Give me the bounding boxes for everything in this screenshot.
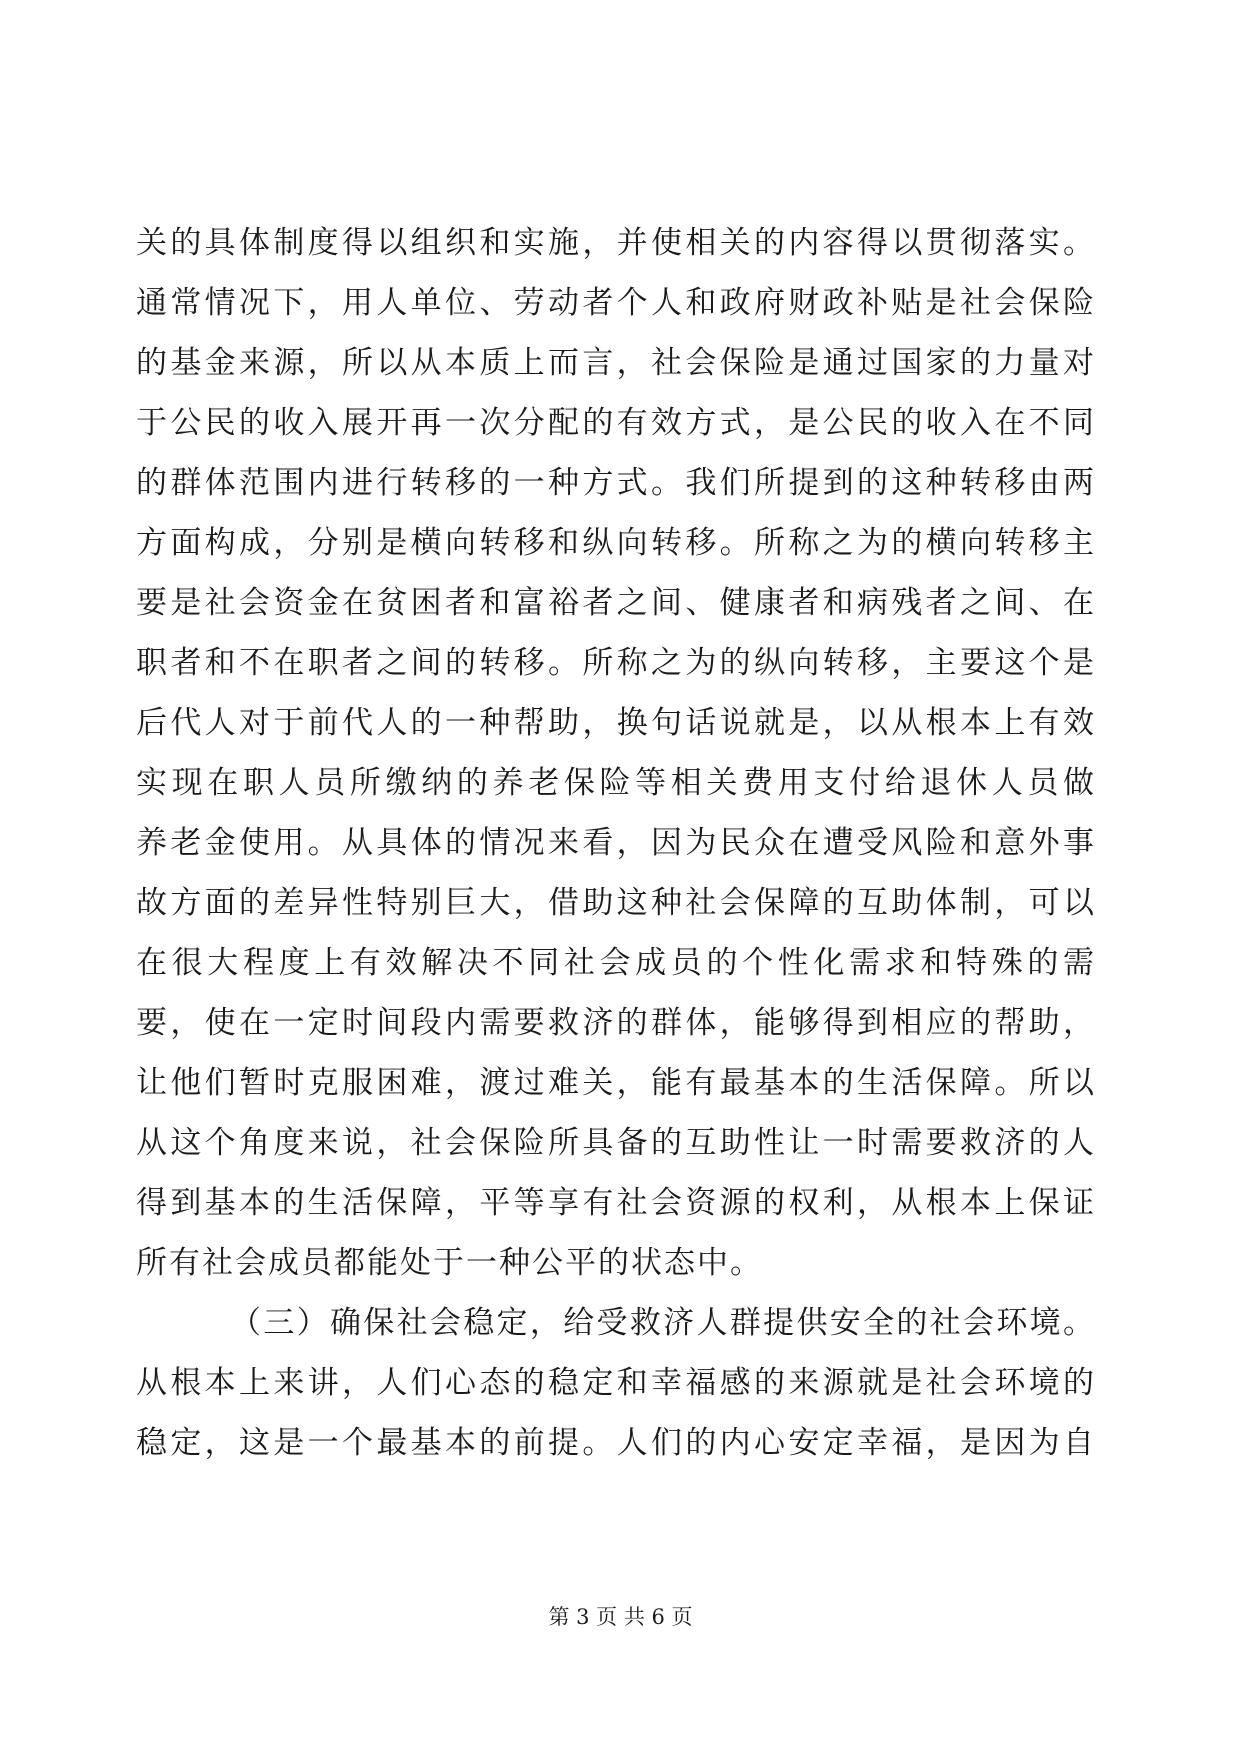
text-line-15: 让他们暂时克服困难，渡过难关，能有最基本的生活保障。所以 [136, 1065, 1096, 1101]
text-line-3: 的基金来源，所以从本质上而言，社会保险是通过国家的力量对 [136, 345, 1096, 381]
text-line-21: 稳定，这是一个最基本的前提。人们的内心安定幸福，是因为自 [136, 1425, 1096, 1461]
text-line-20: 从根本上来讲，人们心态的稳定和幸福感的来源就是社会环境的 [136, 1365, 1096, 1401]
text-line-10: 实现在职人员所缴纳的养老保险等相关费用支付给退休人员做 [136, 765, 1096, 801]
text-line-8: 职者和不在职者之间的转移。所称之为的纵向转移，主要这个是 [136, 645, 1096, 681]
text-line-11: 养老金使用。从具体的情况来看，因为民众在遭受风险和意外事 [136, 825, 1096, 861]
text-line-7: 要是社会资金在贫困者和富裕者之间、健康者和病残者之间、在 [136, 585, 1096, 621]
text-line-5: 的群体范围内进行转移的一种方式。我们所提到的这种转移由两 [136, 465, 1096, 501]
body-text [136, 213, 1096, 1473]
text-line-6: 方面构成，分别是横向转移和纵向转移。所称之为的横向转移主 [136, 525, 1096, 561]
text-line-1: 关的具体制度得以组织和实施，并使相关的内容得以贯彻落实。 [136, 225, 1096, 261]
text-line-16: 从这个角度来说，社会保险所具备的互助性让一时需要救济的人 [136, 1125, 1096, 1161]
page-number-footer: 第 3 页 共 6 页 [548, 1605, 693, 1629]
text-line-4: 于公民的收入展开再一次分配的有效方式，是公民的收入在不同 [136, 405, 1096, 441]
section-heading: （三）确保社会稳定，给受救济人群提供安全的社会环境。 [230, 1305, 1096, 1341]
text-line-12: 故方面的差异性特别巨大，借助这种社会保障的互助体制，可以 [136, 885, 1096, 921]
text-line-18: 所有社会成员都能处于一种公平的状态中。 [136, 1245, 763, 1281]
text-line-14: 要，使在一定时间段内需要救济的群体，能够得到相应的帮助， [136, 1005, 1096, 1041]
text-line-2: 通常情况下，用人单位、劳动者个人和政府财政补贴是社会保险 [136, 285, 1096, 321]
text-line-17: 得到基本的生活保障，平等享有社会资源的权利，从根本上保证 [136, 1185, 1096, 1221]
text-line-9: 后代人对于前代人的一种帮助，换句话说就是，以从根本上有效 [136, 705, 1096, 741]
text-line-13: 在很大程度上有效解决不同社会成员的个性化需求和特殊的需 [136, 945, 1096, 981]
